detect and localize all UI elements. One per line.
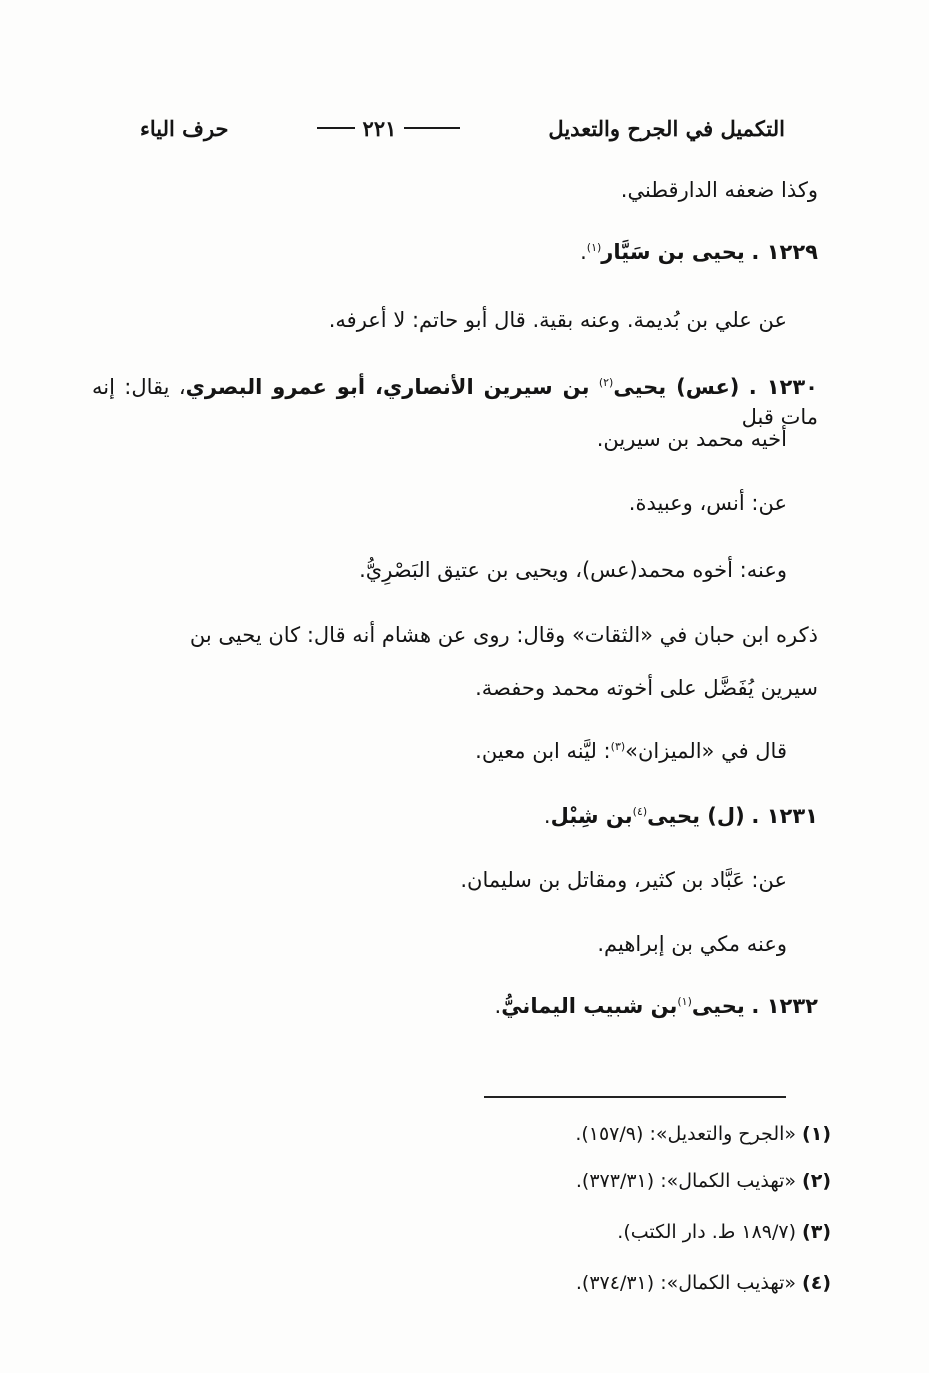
header-rule (404, 127, 460, 129)
footnote-text: «تهذيب الكمال»: (٣٧٤/٣١). (575, 1272, 797, 1294)
entry-1230 (92, 372, 818, 432)
body-line: وعنه مكي بن إبراهيم. (597, 932, 787, 956)
footnote-ref: (١) (677, 995, 692, 1008)
footnote (617, 1218, 831, 1246)
footnote-ref: (٤) (632, 805, 648, 818)
entry-number: ١٢٢٩ . (751, 240, 818, 264)
header-rule (317, 127, 355, 129)
footnote-number: (٢) (802, 1170, 831, 1192)
footnote (576, 1167, 831, 1195)
footnote-number: (٣) (802, 1221, 831, 1243)
entry-name-cont: بن شِبْل (550, 804, 633, 828)
footnote (575, 1120, 831, 1148)
entry-name: (ل) يحيى (647, 804, 745, 828)
body-line: وكذا ضعفه الدارقطني. (620, 178, 818, 202)
entry-1232 (495, 991, 819, 1021)
entry-tail: . (543, 804, 551, 828)
body-line: عن علي بن بُديمة. وعنه بقية. قال أبو حاتم: لا أعرفه. (328, 308, 787, 332)
footnote-number: (١) (802, 1123, 831, 1145)
footnote-text: (١٨٩/٧ ط. دار الكتب). (617, 1221, 797, 1243)
body-line: عن: عَبَّاد بن كثير، ومقاتل بن سليمان. (460, 868, 787, 892)
body-line: ذكره ابن حبان في «الثقات» وقال: روى عن هشام أنه قال: كان يحيى بن (189, 623, 818, 647)
entry-1231 (544, 801, 818, 831)
body-line: سيرين يُفَضَّل على أخوته محمد وحفصة. (475, 676, 818, 700)
body-line: وعنه: أخوه محمد(عس)، ويحيى بن عتيق البَصْرِيُّ. (359, 558, 787, 582)
footnote-ref: (٢) (598, 376, 614, 389)
entry-name-cont: بن شبيب اليمانيُّ (501, 994, 678, 1018)
entry-1229 (580, 237, 818, 267)
footnote (576, 1269, 831, 1297)
footnote-ref: (٣) (610, 740, 626, 753)
entry-number: ١٢٣٢ . (751, 994, 818, 1018)
section-title: حرف الياء (140, 115, 229, 141)
entry-tail: . (580, 240, 587, 264)
entry-name: (عس) يحيى (613, 375, 740, 399)
book-title: التكميل في الجرح والتعديل (548, 115, 785, 141)
entry-rest: ، يقال: إنه مات قبل (92, 375, 818, 429)
entry-name: يحيى (691, 994, 745, 1018)
entry-name-cont: بن سيرين الأنصاري، أبو عمرو البصري (185, 375, 590, 399)
mizan-text: قال في «الميزان» (625, 739, 787, 763)
footnote-text: «الجرح والتعديل»: (١٥٧/٩). (575, 1123, 797, 1145)
entry-tail: . (494, 994, 502, 1018)
mizan-text-cont: : ليَّنه ابن معين. (475, 739, 611, 763)
footnote-divider (484, 1096, 786, 1098)
page-number: ٢٢١ (362, 115, 397, 141)
entry-number: ١٢٣١ . (751, 804, 818, 828)
header-page-number-group (309, 116, 469, 141)
body-line: أخيه محمد بن سيرين. (596, 427, 787, 451)
mizan-line (475, 736, 787, 766)
body-line: عن: أنس، وعبيدة. (628, 491, 787, 515)
footnote-number: (٤) (802, 1272, 831, 1294)
footnote-text: «تهذيب الكمال»: (٣٧٣/٣١). (575, 1170, 797, 1192)
footnote-ref: (١) (586, 241, 602, 254)
entry-name: يحيى بن سَيَّار (601, 240, 745, 264)
entry-number: ١٢٣٠ . (748, 375, 819, 399)
running-header (140, 108, 785, 148)
